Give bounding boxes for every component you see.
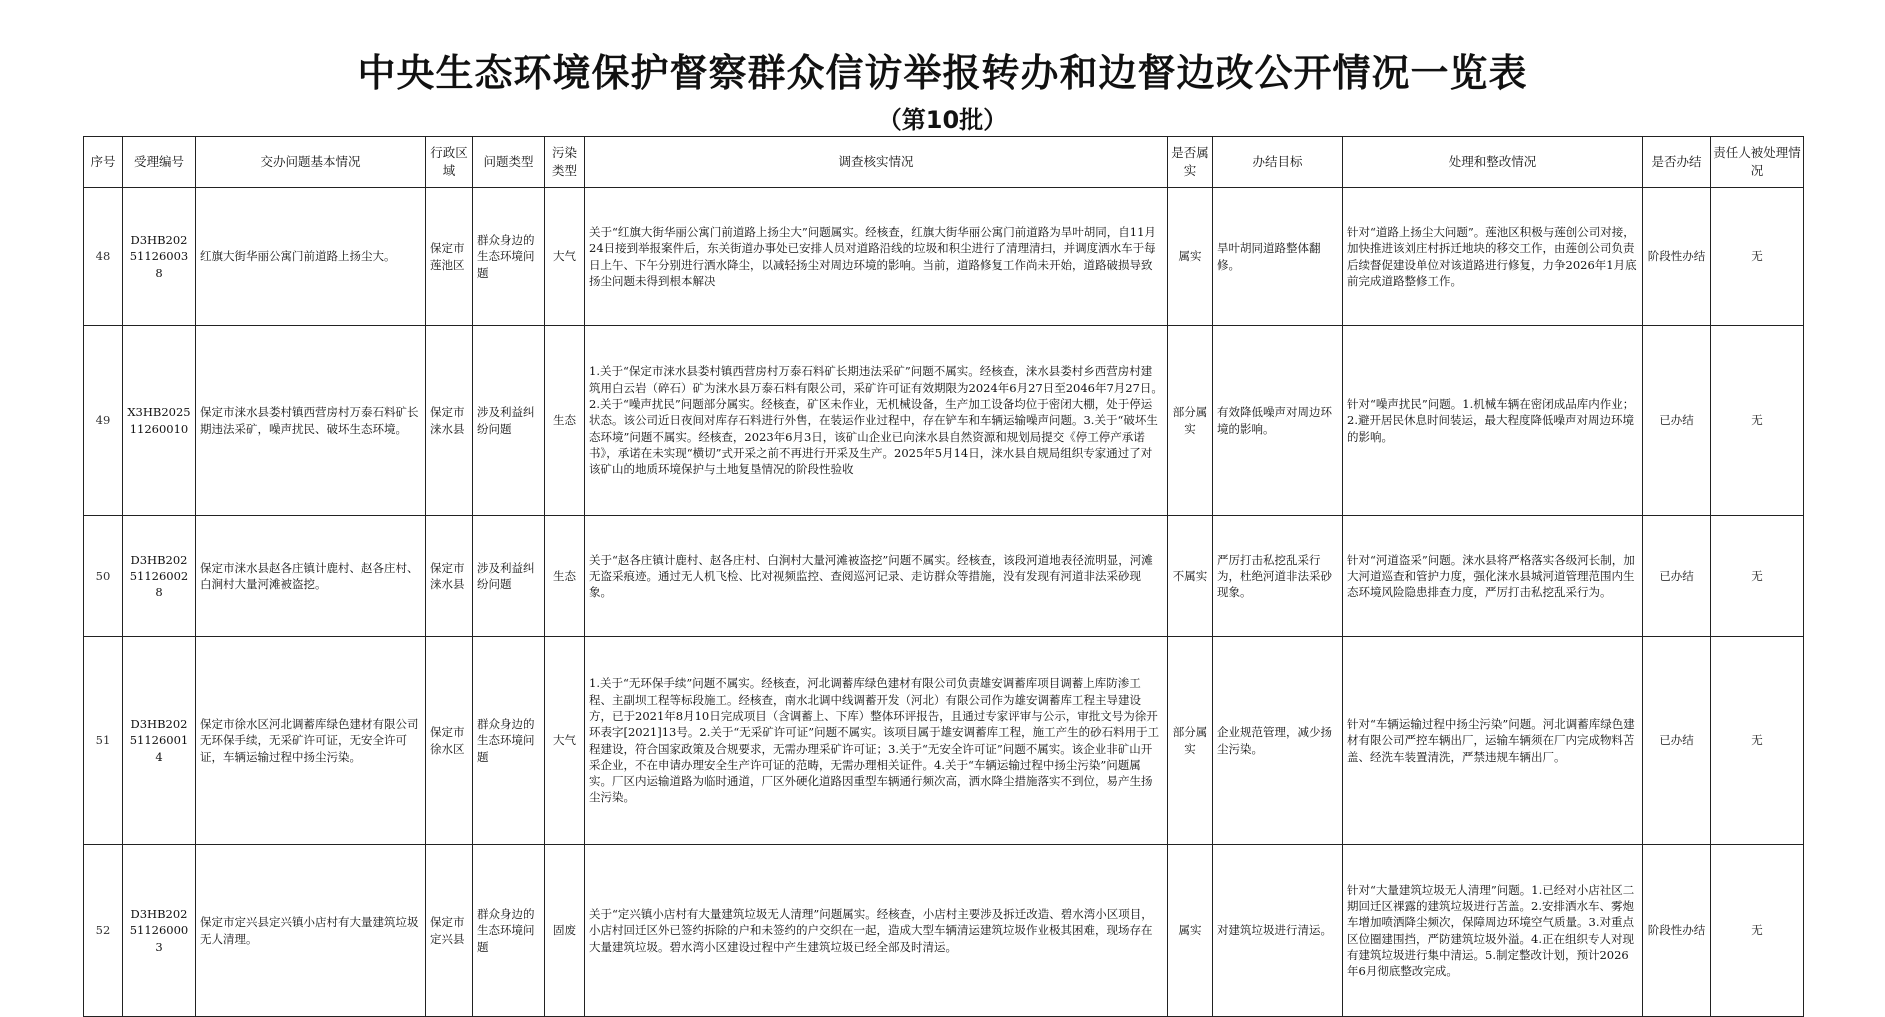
cell-seq: 52 bbox=[84, 845, 123, 1017]
cell-accountability: 无 bbox=[1711, 188, 1804, 326]
table-row bbox=[84, 326, 1804, 516]
col-header-target: 办结目标 bbox=[1213, 137, 1343, 188]
cell-pollution-type: 大气 bbox=[545, 637, 585, 845]
cell-pollution-type: 生态 bbox=[545, 326, 585, 516]
col-header-rectification: 处理和整改情况 bbox=[1343, 137, 1643, 188]
cell-issue: 保定市徐水区河北调蓄库绿色建材有限公司无环保手续，无采矿许可证，无安全许可证，车辆运输过程中扬尘污染。 bbox=[196, 637, 426, 845]
cell-code: D3HB202511260038 bbox=[123, 188, 196, 326]
cell-region: 保定市徐水区 bbox=[426, 637, 473, 845]
col-header-problem-type: 问题类型 bbox=[473, 137, 545, 188]
col-header-pollution-type: 污染类型 bbox=[545, 137, 585, 188]
cell-investigation: 1.关于“保定市涞水县娄村镇西营房村万泰石料矿长期违法采矿”问题不属实。经核查，涞水县娄村乡西营房村建筑用白云岩（碎石）矿为涞水县万泰石料有限公司，采矿许可证有效期限为2024年6月27日至2046年7月27日。2.关于“噪声扰民”问题部分属实。经核查，矿区未作业，无机械设备，生产加工设备均位于密闭大棚，处于停运状态。该公司近日夜间对库存石料进行外售，在装运作业过程中，存在铲车和车辆运输噪声问题。3.关于“破坏生态环境”问题不属实。经核查，2023年6月3日，该矿山企业已向涞水县自然资源和规划局提交《停工停产承诺书》，承诺在未实现“横切”式开采之前不再进行开采及生产。2025年5月14日，涞水县自规局组织专家通过了对该矿山的地质环境保护与土地复垦情况的阶段性验收 bbox=[585, 326, 1168, 516]
cell-rectification: 针对“噪声扰民”问题。1.机械车辆在密闭成品库内作业；2.避开居民休息时间装运，最大程度降低噪声对周边环境的影响。 bbox=[1343, 326, 1643, 516]
cell-code: D3HB202511260014 bbox=[123, 637, 196, 845]
cell-issue: 保定市定兴县定兴镇小店村有大量建筑垃圾无人清理。 bbox=[196, 845, 426, 1017]
cell-target: 旱叶胡同道路整体翻修。 bbox=[1213, 188, 1343, 326]
cell-seq: 51 bbox=[84, 637, 123, 845]
col-header-accountability: 责任人被处理情况 bbox=[1711, 137, 1804, 188]
cell-completed: 阶段性办结 bbox=[1643, 188, 1711, 326]
cell-verified: 属实 bbox=[1168, 845, 1213, 1017]
cell-target: 严厉打击私挖乱采行为，杜绝河道非法采砂现象。 bbox=[1213, 516, 1343, 637]
cell-code: D3HB202511260003 bbox=[123, 845, 196, 1017]
cell-accountability: 无 bbox=[1711, 326, 1804, 516]
table-row bbox=[84, 845, 1804, 1017]
col-header-code: 受理编号 bbox=[123, 137, 196, 188]
cell-verified: 属实 bbox=[1168, 188, 1213, 326]
cell-verified: 不属实 bbox=[1168, 516, 1213, 637]
col-header-completed: 是否办结 bbox=[1643, 137, 1711, 188]
cell-region: 保定市定兴县 bbox=[426, 845, 473, 1017]
cell-issue: 红旗大街华丽公寓门前道路上扬尘大。 bbox=[196, 188, 426, 326]
cell-problem-type: 群众身边的生态环境问题 bbox=[473, 188, 545, 326]
table-header-row bbox=[84, 137, 1804, 188]
cell-investigation: 关于“赵各庄镇计鹿村、赵各庄村、白涧村大量河滩被盗挖”问题不属实。经核查，该段河道地表径流明显，河滩无盗采痕迹。通过无人机飞检、比对视频监控、查阅巡河记录、走访群众等措施，没有发现有河道非法采砂现象。 bbox=[585, 516, 1168, 637]
table-row bbox=[84, 188, 1804, 326]
cell-region: 保定市莲池区 bbox=[426, 188, 473, 326]
cell-pollution-type: 大气 bbox=[545, 188, 585, 326]
cell-seq: 48 bbox=[84, 188, 123, 326]
cell-region: 保定市涞水县 bbox=[426, 516, 473, 637]
cell-completed: 阶段性办结 bbox=[1643, 845, 1711, 1017]
cell-investigation: 1.关于“无环保手续”问题不属实。经核查，河北调蓄库绿色建材有限公司负责雄安调蓄库项目调蓄上库防渗工程、主副坝工程等标段施工。经核查，南水北调中线调蓄开发（河北）有限公司作为雄安调蓄库工程主导建设方，已于2021年8月10日完成项目（含调蓄上、下库）整体环评报告，且通过专家评审与公示，审批文号为徐开环表字[2021]13号。2.关于“无采矿许可证”问题不属实。该项目属于雄安调蓄库工程，施工产生的砂石料用于工程建设，符合国家政策及合规要求，无需办理采矿许可证；3.关于“无安全许可证”问题不属实。该企业非矿山开采企业，不在申请办理安全生产许可证的范畴，无需办理相关证件。4.关于“车辆运输过程中扬尘污染”问题属实。厂区内运输道路为临时通道，厂区外硬化道路因重型车辆通行频次高，洒水降尘措施落实不到位，易产生扬尘污染。 bbox=[585, 637, 1168, 845]
col-header-verified: 是否属实 bbox=[1168, 137, 1213, 188]
table-row bbox=[84, 637, 1804, 845]
cell-target: 企业规范管理，减少扬尘污染。 bbox=[1213, 637, 1343, 845]
col-header-issue: 交办问题基本情况 bbox=[196, 137, 426, 188]
cell-problem-type: 涉及利益纠纷问题 bbox=[473, 516, 545, 637]
cell-verified: 部分属实 bbox=[1168, 326, 1213, 516]
batch-subtitle: （第10批） bbox=[877, 106, 1008, 134]
page-title: 中央生态环境保护督察群众信访举报转办和边督边改公开情况一览表 bbox=[357, 51, 1528, 95]
cell-accountability: 无 bbox=[1711, 845, 1804, 1017]
report-table bbox=[83, 136, 1804, 1017]
table-row bbox=[84, 516, 1804, 637]
cell-verified: 部分属实 bbox=[1168, 637, 1213, 845]
cell-completed: 已办结 bbox=[1643, 516, 1711, 637]
cell-rectification: 针对“车辆运输过程中扬尘污染”问题。河北调蓄库绿色建材有限公司严控车辆出厂，运输车辆须在厂内完成物料苫盖、经洗车装置清洗，严禁违规车辆出厂。 bbox=[1343, 637, 1643, 845]
cell-accountability: 无 bbox=[1711, 637, 1804, 845]
cell-pollution-type: 固废 bbox=[545, 845, 585, 1017]
cell-rectification: 针对“河道盗采”问题。涞水县将严格落实各级河长制，加大河道巡查和管护力度，强化涞水县城河道管理范围内生态环境风险隐患排查力度，严厉打击私挖乱采行为。 bbox=[1343, 516, 1643, 637]
cell-completed: 已办结 bbox=[1643, 326, 1711, 516]
col-header-seq: 序号 bbox=[84, 137, 123, 188]
cell-pollution-type: 生态 bbox=[545, 516, 585, 637]
cell-target: 对建筑垃圾进行清运。 bbox=[1213, 845, 1343, 1017]
cell-problem-type: 群众身边的生态环境问题 bbox=[473, 845, 545, 1017]
cell-seq: 49 bbox=[84, 326, 123, 516]
cell-accountability: 无 bbox=[1711, 516, 1804, 637]
cell-seq: 50 bbox=[84, 516, 123, 637]
cell-investigation: 关于“定兴镇小店村有大量建筑垃圾无人清理”问题属实。经核查，小店村主要涉及拆迁改造、碧水湾小区项目，小店村回迁区外已签约拆除的户和未签约的户交织在一起，造成大型车辆清运建筑垃圾作业极其困难，现场存在大量建筑垃圾。碧水湾小区建设过程中产生建筑垃圾已经全部及时清运。 bbox=[585, 845, 1168, 1017]
cell-investigation: 关于“红旗大街华丽公寓门前道路上扬尘大”问题属实。经核查，红旗大街华丽公寓门前道路为旱叶胡同，自11月24日接到举报案件后，东关街道办事处已安排人员对道路沿线的垃圾和积尘进行了清理清扫，并调度洒水车于每日上午、下午分别进行洒水降尘，以减轻扬尘对周边环境的影响。当前，道路修复工作尚未开始，道路破损导致扬尘问题未得到根本解决 bbox=[585, 188, 1168, 326]
col-header-region: 行政区域 bbox=[426, 137, 473, 188]
cell-completed: 已办结 bbox=[1643, 637, 1711, 845]
col-header-investigation: 调查核实情况 bbox=[585, 137, 1168, 188]
cell-rectification: 针对“大量建筑垃圾无人清理”问题。1.已经对小店社区二期回迁区裸露的建筑垃圾进行苫盖。2.安排洒水车、雾炮车增加喷洒降尘频次，保障周边环境空气质量。3.对重点区位圈建围挡，严防建筑垃圾外溢。4.正在组织专人对现有建筑垃圾进行集中清运。5.制定整改计划，预计2026年6月彻底整改完成。 bbox=[1343, 845, 1643, 1017]
cell-problem-type: 涉及利益纠纷问题 bbox=[473, 326, 545, 516]
cell-issue: 保定市涞水县赵各庄镇计鹿村、赵各庄村、白涧村大量河滩被盗挖。 bbox=[196, 516, 426, 637]
cell-code: D3HB202511260028 bbox=[123, 516, 196, 637]
cell-target: 有效降低噪声对周边环境的影响。 bbox=[1213, 326, 1343, 516]
cell-code: X3HB202511260010 bbox=[123, 326, 196, 516]
cell-problem-type: 群众身边的生态环境问题 bbox=[473, 637, 545, 845]
cell-issue: 保定市涞水县娄村镇西营房村万泰石料矿长期违法采矿，噪声扰民、破坏生态环境。 bbox=[196, 326, 426, 516]
cell-rectification: 针对“道路上扬尘大问题”。莲池区积极与莲创公司对接，加快推进该刘庄村拆迁地块的移交工作，由莲创公司负责后续督促建设单位对该道路进行修复，力争2026年1月底前完成道路整修工作。 bbox=[1343, 188, 1643, 326]
cell-region: 保定市涞水县 bbox=[426, 326, 473, 516]
